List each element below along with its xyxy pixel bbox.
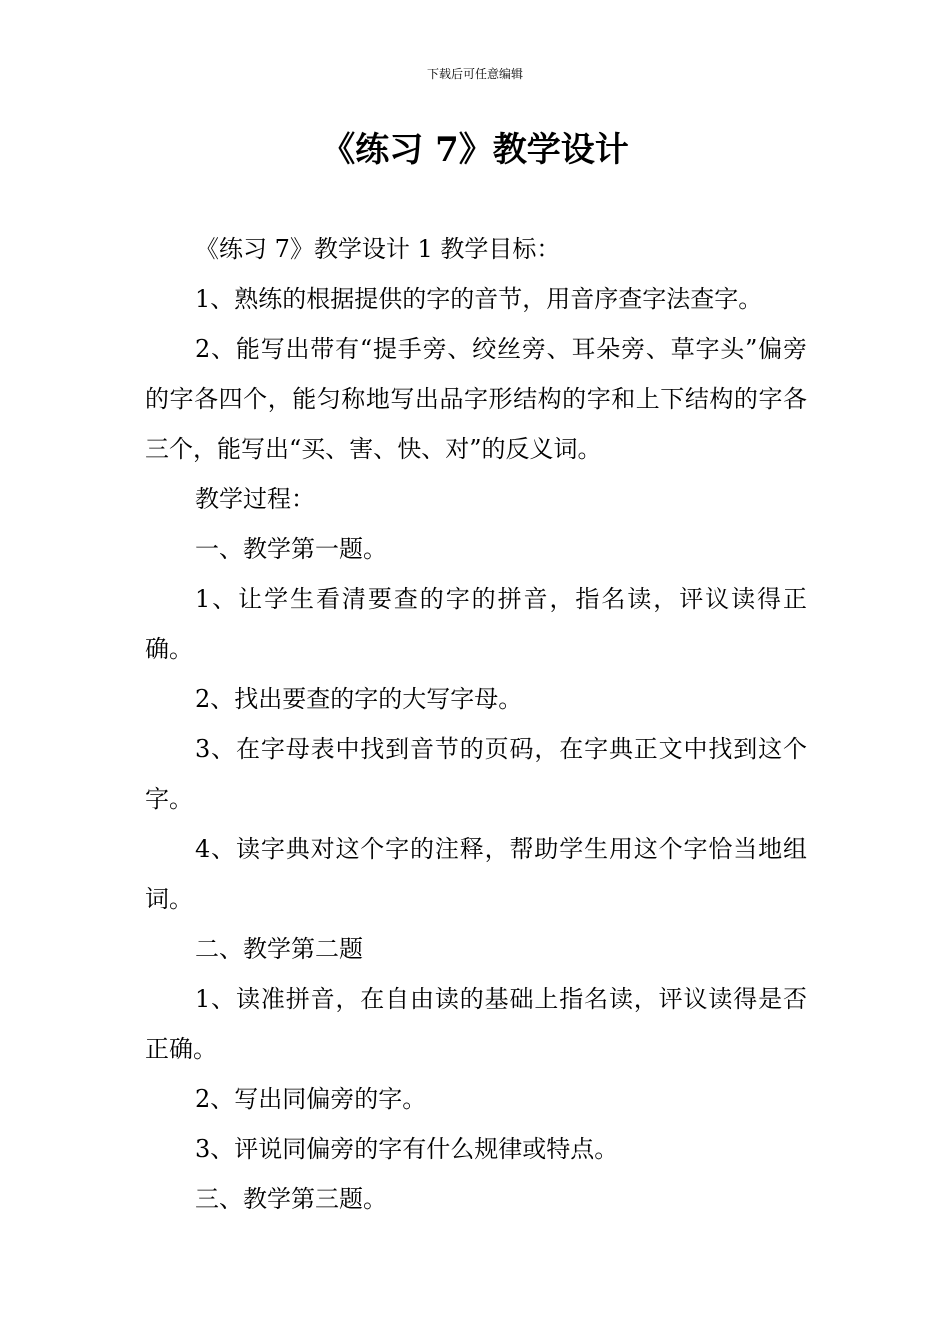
paragraph-section-1-step-4: 4、读字典对这个字的注释，帮助学生用这个字恰当地组词。: [145, 835, 807, 913]
document-body: [145, 224, 807, 1224]
paragraph-section-3-heading: 三、教学第三题。: [195, 1185, 387, 1213]
paragraph-section-2-heading: 二、教学第二题: [195, 935, 363, 963]
header-note: 下载后可任意编辑: [426, 67, 523, 81]
document-title: 《练习 7》教学设计: [321, 130, 629, 170]
paragraph-section-1-step-1: 1、让学生看清要查的字的拼音，指名读，评议读得正确。: [145, 585, 807, 663]
paragraph-objective-1: 1、熟练的根据提供的字的音节，用音序查字法查字。: [195, 285, 763, 313]
paragraph-section-1-step-2: 2、找出要查的字的大写字母。: [195, 685, 523, 713]
paragraph-section-2-step-2: 2、写出同偏旁的字。: [195, 1085, 427, 1113]
paragraph-section-1-step-3: 3、在字母表中找到音节的页码，在字典正文中找到这个字。: [145, 735, 807, 813]
paragraph-objective-2: 2、能写出带有“提手旁、绞丝旁、耳朵旁、草字头”偏旁的字各四个，能匀称地写出品字形结构的字和上下结构的字各三个，能写出“买、害、快、对”的反义词。: [145, 335, 807, 463]
paragraph-objectives-heading: 《练习 7》教学设计 1 教学目标：: [195, 235, 561, 263]
paragraph-section-1-heading: 一、教学第一题。: [195, 535, 387, 563]
paragraph-section-2-step-1: 1、读准拼音，在自由读的基础上指名读，评议读得是否正确。: [145, 985, 807, 1063]
paragraph-process-heading: 教学过程：: [195, 485, 315, 513]
paragraph-section-2-step-3: 3、评说同偏旁的字有什么规律或特点。: [195, 1135, 619, 1163]
